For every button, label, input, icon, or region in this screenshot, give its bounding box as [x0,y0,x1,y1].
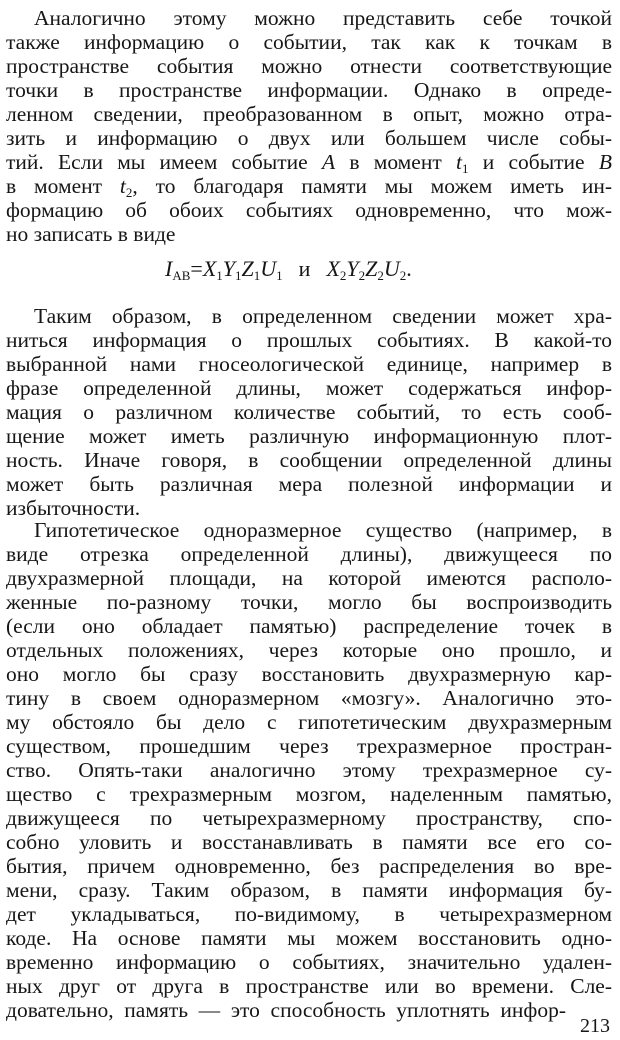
text-line: коде. На основе памяти мы можем восстановить одно- [6,926,612,950]
text-line: фразе определенной длины, может содержаться инфор- [6,376,612,400]
formula-lhs-sub: AB [172,268,191,283]
text-line: тий. Если мы имеем событие A в момент $t_1$ и событие B [6,150,612,176]
text-line: оно могло бы сразу восстановить двухразмерную кар- [6,662,612,686]
page-number: 213 [580,1015,610,1037]
text-line: движущееся по четырехразмерному пространству, спо- [6,806,612,830]
text-line: в момент $t_2$, то благодаря памяти мы можем иметь ин- [6,174,612,200]
text-line: также информацию о событии, так как к точкам в [6,30,612,54]
text-line: собно уловить и восстанавливать в памяти все его со- [6,830,612,854]
text-line: ство. Опять-таки аналогично этому трехразмерное су- [6,758,612,782]
text-line: формацию об обоих событиях одновременно, что мож- [6,198,612,222]
formula-term2: $X_2Y_2Z_2U_2$ [326,256,407,283]
text-line: щение может иметь различную информационную плот- [6,424,612,448]
text-line: ных друг от друга в пространстве или во времени. Сле- [6,974,612,998]
text-line: двухразмерной площади, на которой имеются располо- [6,566,612,590]
text-line: ленном сведении, преобразованном в опыт, можно отра- [6,102,612,126]
text-line: (если оно обладает памятью) распределение точек в [6,614,612,638]
text-line: женные по-разному точки, могло бы воспроизводить [6,590,612,614]
text-line: бытия, причем одновременно, без распределения во вре- [6,854,612,878]
text-line: виде отрезка определенной длины), движущееся по [6,542,612,566]
text-line: пространстве события можно отнести соответствующие [6,54,612,78]
formula-conjunction: и [298,256,311,281]
text-line: Гипотетическое одноразмерное существо (например, в [34,518,612,542]
text-line: Таким образом, в определенном сведении может хра- [34,304,612,328]
text-line: но записать в виде [6,222,176,246]
text-line: мени, сразу. Таким образом, в памяти информация бу- [6,878,612,902]
text-line: Аналогично этому можно представить себе точкой [34,6,612,30]
text-line: ниться информация о прошлых событиях. В какой-то [6,328,612,352]
formula-term1: $X_1Y_1Z_1U_1$ [202,256,283,283]
text-line: избыточности. [6,496,141,520]
text-line: тину в своем одноразмерном «мозгу». Аналогично это- [6,686,612,710]
formula-equals: = [190,256,203,281]
text-line: существом, прошедшим через трехразмерное простран- [6,734,612,758]
formula-lhs: I [165,256,173,281]
text-line: точки в пространстве информации. Однако в опреде- [6,78,612,102]
text-line: зить и информацию о двух или большем числе собы- [6,126,612,150]
text-line: дет укладываться, по-видимому, в четырехразмерном [6,902,612,926]
text-line: временно информацию о событиях, значительно удален- [6,950,612,974]
formula: $I_{AB}=X_1Y_1Z_1U_1$ и $X_2Y_2Z_2U_2$. [165,256,412,283]
text-line: может быть различная мера полезной информации и [6,472,612,496]
text-line: щество с трехразмерным мозгом, наделенным памятью, [6,782,612,806]
text-line: выбранной нами гносеологической единице, например в [6,352,612,376]
text-line: довательно, память — это способность уплотнять инфор- [6,998,566,1022]
text-line: ность. Иначе говоря, в сообщении определенной длины [6,448,612,472]
text-line: отдельных положениях, через которые оно прошло, и [6,638,612,662]
text-line: му обстояло бы дело с гипотетическим двухразмерным [6,710,612,734]
text-line: мация о различном количестве событий, то есть сооб- [6,400,612,424]
